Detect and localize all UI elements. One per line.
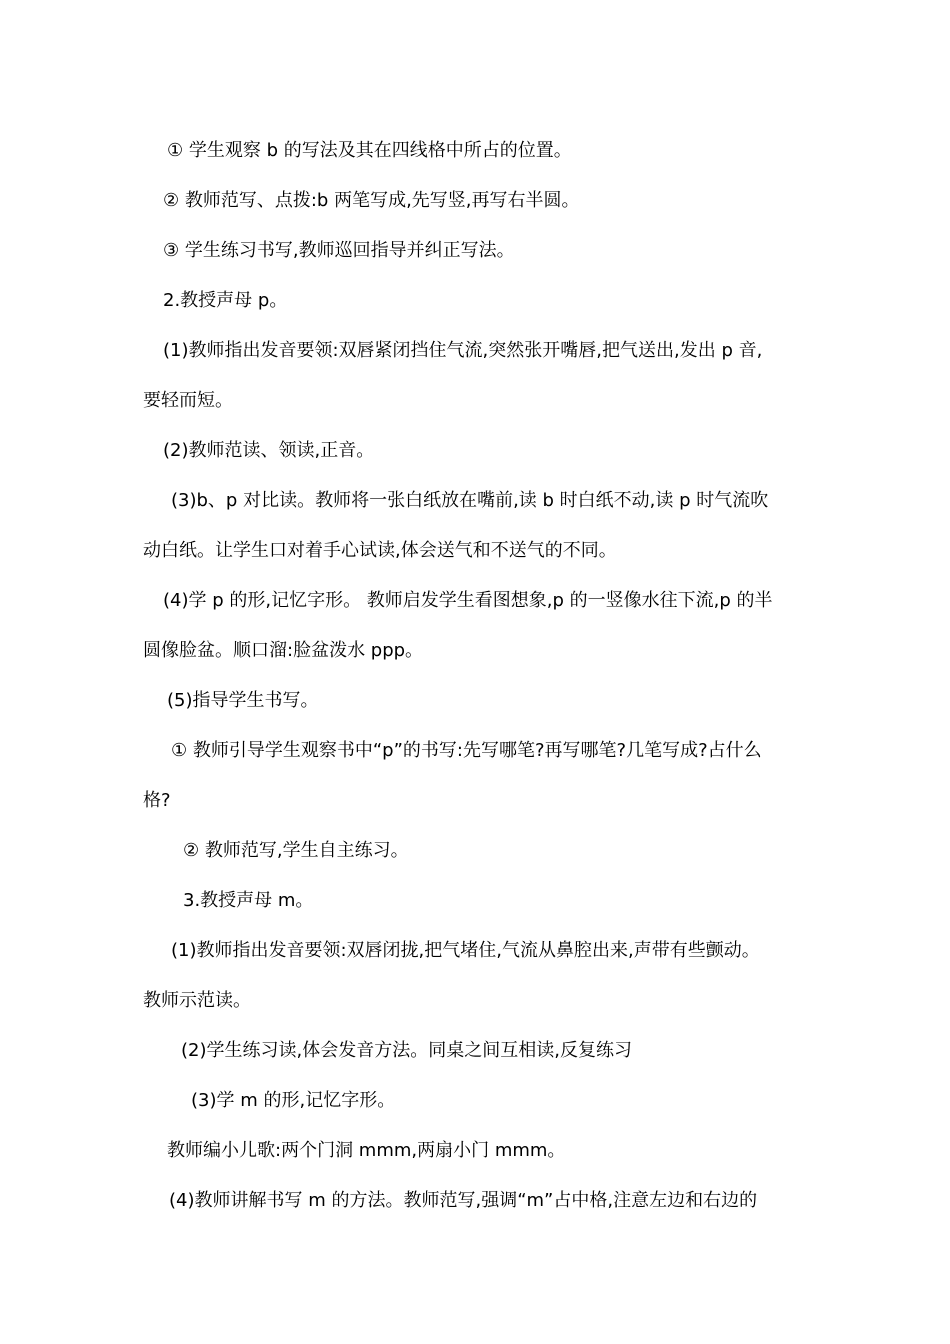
section-heading: 2.教授声母 p。 bbox=[163, 290, 288, 311]
text-line: ② 教师范写,学生自主练习。 bbox=[183, 840, 409, 861]
text-line: 圆像脸盆。顺口溜:脸盆泼水 ppp。 bbox=[143, 640, 424, 661]
text-line: 要轻而短。 bbox=[143, 390, 233, 411]
text-line: (2)教师范读、领读,正音。 bbox=[163, 440, 375, 461]
text-line: (4)学 p 的形,记忆字形。 教师启发学生看图想象,p 的一竖像水往下流,p 的半 bbox=[163, 590, 773, 611]
text-line: (1)教师指出发音要领:双唇闭拢,把气堵住,气流从鼻腔出来,声带有些颤动。 bbox=[171, 940, 760, 961]
text-line: (4)教师讲解书写 m 的方法。教师范写,强调“m”占中格,注意左边和右边的 bbox=[169, 1190, 758, 1211]
text-line: ③ 学生练习书写,教师巡回指导并纠正写法。 bbox=[163, 240, 515, 261]
text-line: 教师示范读。 bbox=[143, 990, 251, 1011]
text-line: (3)b、p 对比读。教师将一张白纸放在嘴前,读 b 时白纸不动,读 p 时气流吹 bbox=[171, 490, 769, 511]
text-line: 动白纸。让学生口对着手心试读,体会送气和不送气的不同。 bbox=[143, 540, 617, 561]
text-line: (3)学 m 的形,记忆字形。 bbox=[191, 1090, 396, 1111]
text-line: ① 教师引导学生观察书中“p”的书写:先写哪笔?再写哪笔?几笔写成?占什么 bbox=[171, 740, 762, 761]
section-heading: 3.教授声母 m。 bbox=[183, 890, 314, 911]
text-line: ① 学生观察 b 的写法及其在四线格中所占的位置。 bbox=[167, 140, 572, 161]
text-line: (5)指导学生书写。 bbox=[167, 690, 319, 711]
text-line: 教师编小儿歌:两个门洞 mmm,两扇小门 mmm。 bbox=[167, 1140, 566, 1161]
text-line: (1)教师指出发音要领:双唇紧闭挡住气流,突然张开嘴唇,把气送出,发出 p 音, bbox=[163, 340, 763, 361]
text-line: (2)学生练习读,体会发音方法。同桌之间互相读,反复练习 bbox=[181, 1040, 632, 1061]
text-line: 格? bbox=[143, 790, 171, 811]
text-line: ② 教师范写、点拨:b 两笔写成,先写竖,再写右半圆。 bbox=[163, 190, 580, 211]
